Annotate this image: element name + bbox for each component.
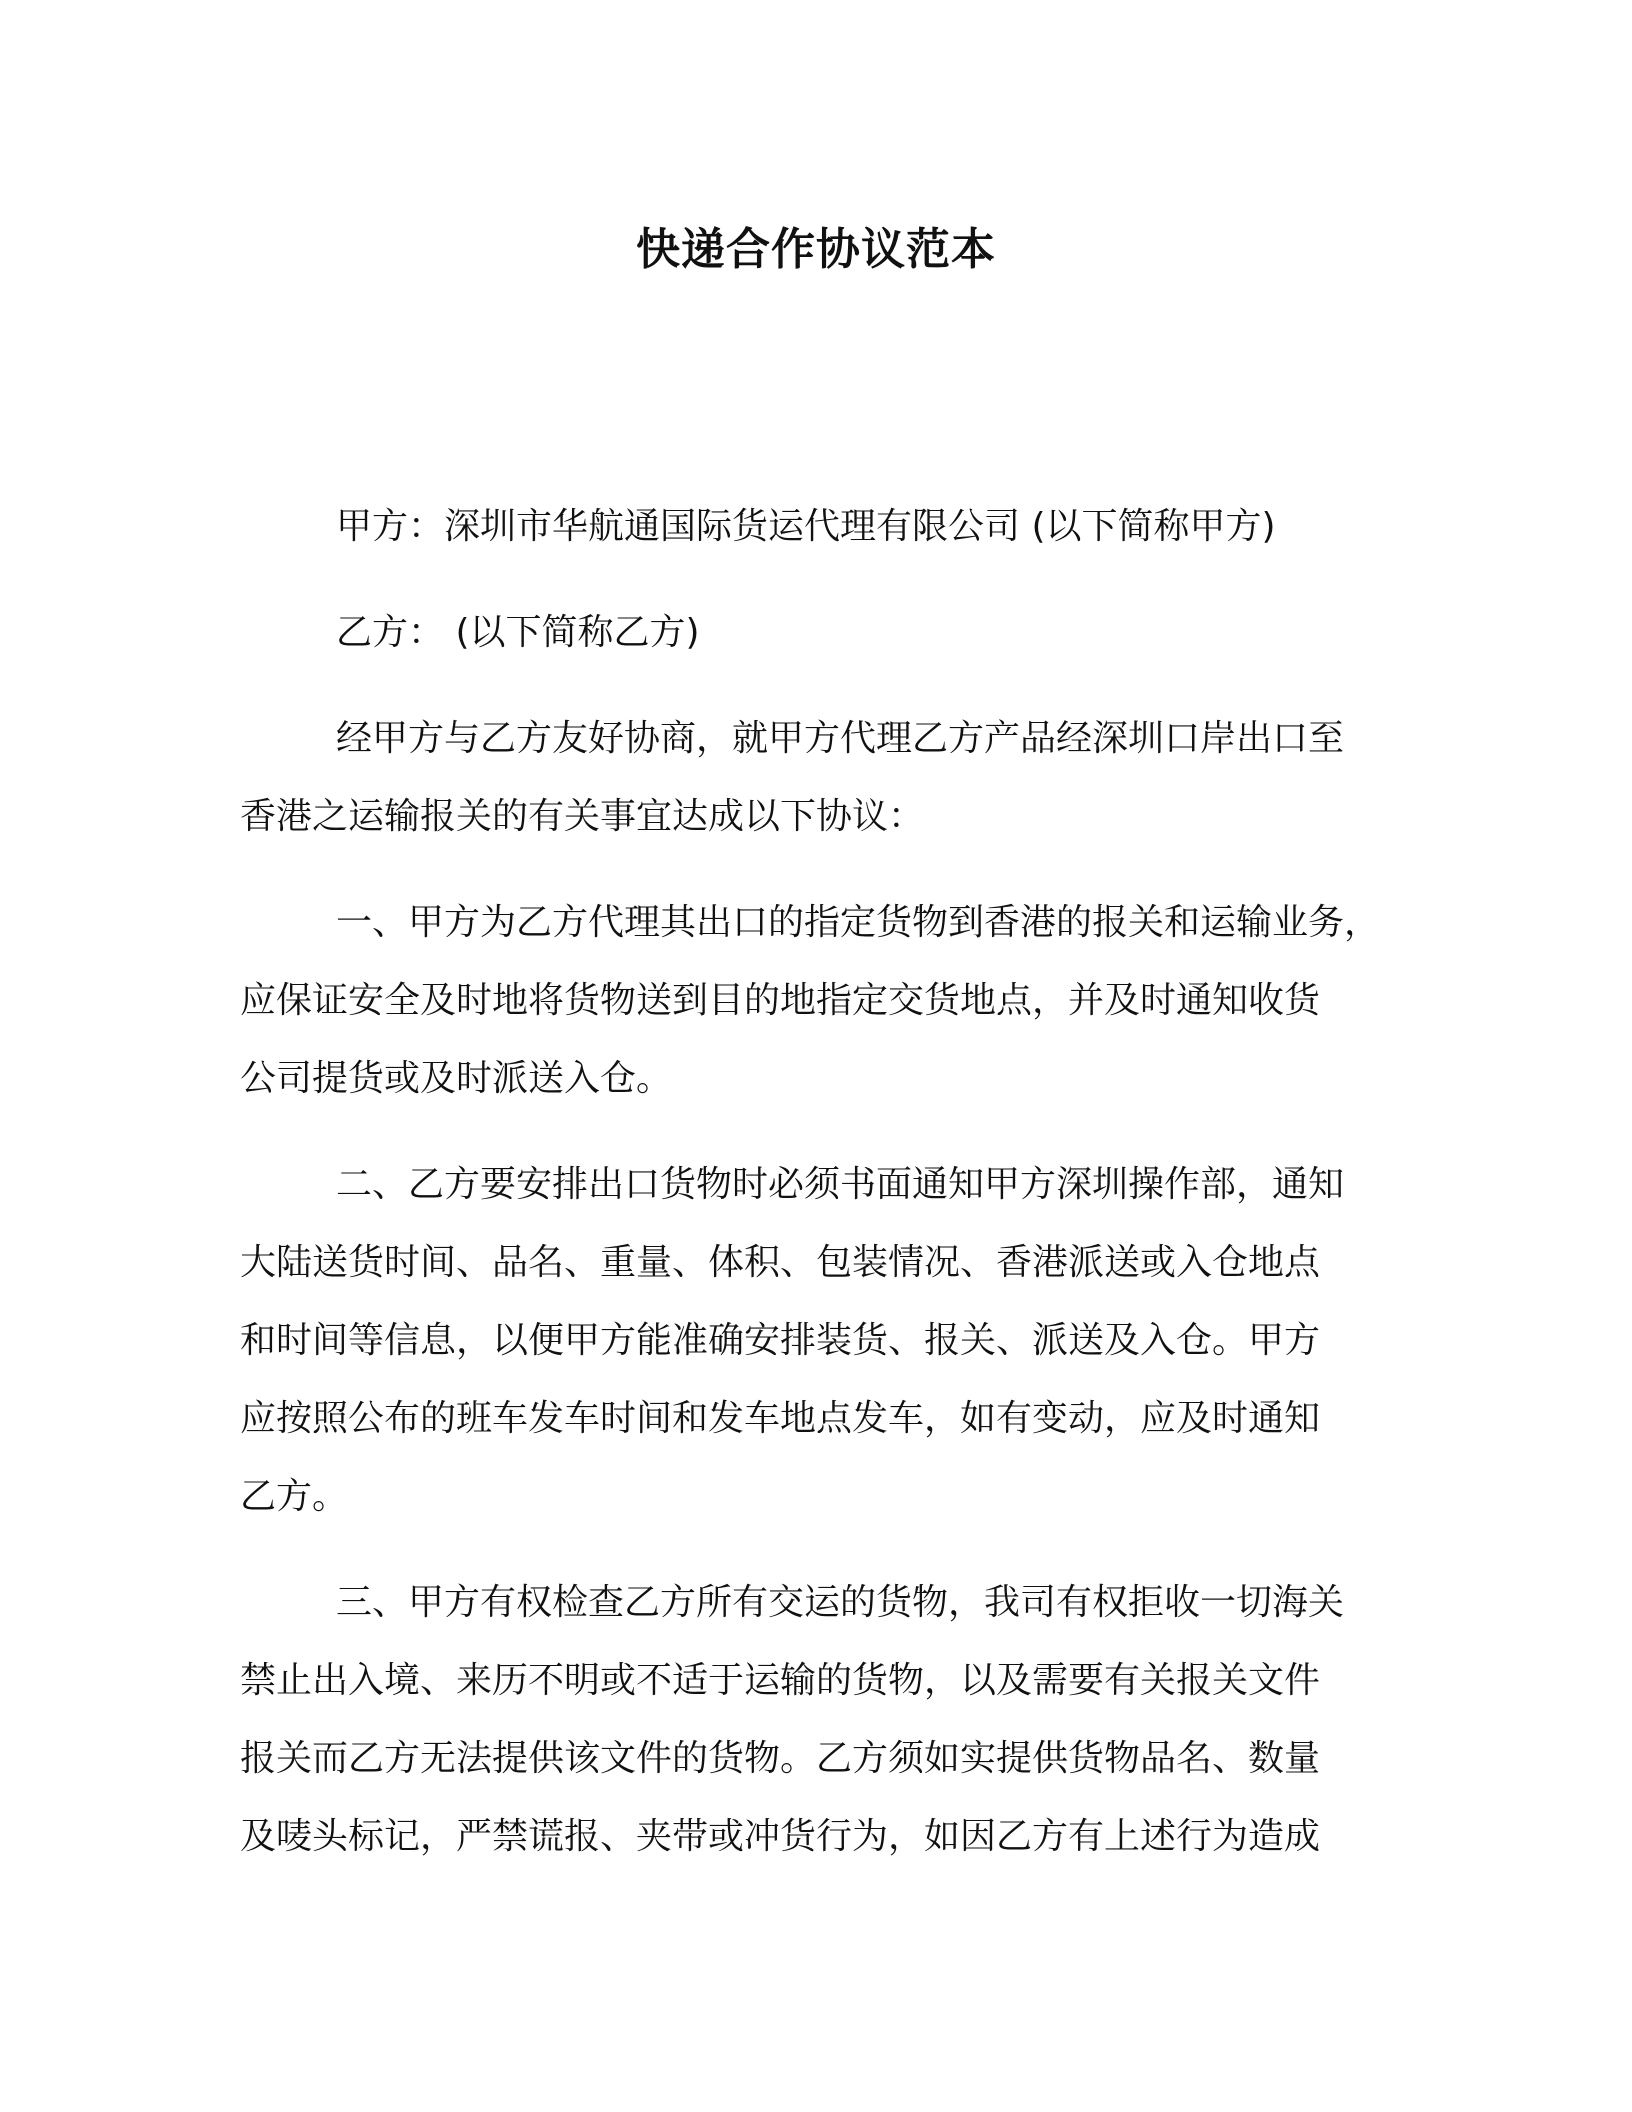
clause-1-line: 公司提货或及时派送入仓。 [240,1058,673,1099]
paragraph-gap [240,1118,1400,1146]
clause-2-line: 应按照公布的班车发车时间和发车地点发车，如有变动，应及时通知 [240,1398,1321,1439]
document-body [240,488,1400,1876]
paragraph-gap [240,856,1400,884]
clause-2-line: 二、乙方要安排出口货物时必须书面通知甲方深圳操作部，通知 [336,1164,1345,1205]
clause-1-line: 一、甲方为乙方代理其出口的指定货物到香港的报关和运输业务， [336,902,1381,943]
clause-3-line: 三、甲方有权检查乙方所有交运的货物，我司有权拒收一切海关 [336,1582,1345,1623]
party-b-line: 乙方： (以下简称乙方) [336,612,700,653]
paragraph-gap [240,1536,1400,1564]
document-title: 快递合作协议范本 [636,224,996,275]
intro-line: 经甲方与乙方友好协商，就甲方代理乙方产品经深圳口岸出口至 [336,718,1345,759]
clause-3-line: 及唛头标记，严禁谎报、夹带或冲货行为，如因乙方有上述行为造成 [240,1816,1321,1857]
paragraph-gap [240,672,1400,700]
clause-2-line: 乙方。 [240,1476,349,1517]
clause-3-line: 报关而乙方无法提供该文件的货物。乙方须如实提供货物品名、数量 [240,1738,1321,1779]
paragraph-gap [240,566,1400,594]
clause-3-line: 禁止出入境、来历不明或不适于运输的货物，以及需要有关报关文件 [240,1660,1321,1701]
clause-2-line: 和时间等信息，以便甲方能准确安排装货、报关、派送及入仓。甲方 [240,1320,1321,1361]
clause-1-line: 应保证安全及时地将货物送到目的地指定交货地点，并及时通知收货 [240,980,1321,1021]
clause-2-line: 大陆送货时间、品名、重量、体积、包装情况、香港派送或入仓地点 [240,1242,1321,1283]
intro-line: 香港之运输报关的有关事宜达成以下协议： [240,796,925,837]
party-a-line: 甲方：深圳市华航通国际货运代理有限公司 (以下简称甲方) [336,506,1276,547]
